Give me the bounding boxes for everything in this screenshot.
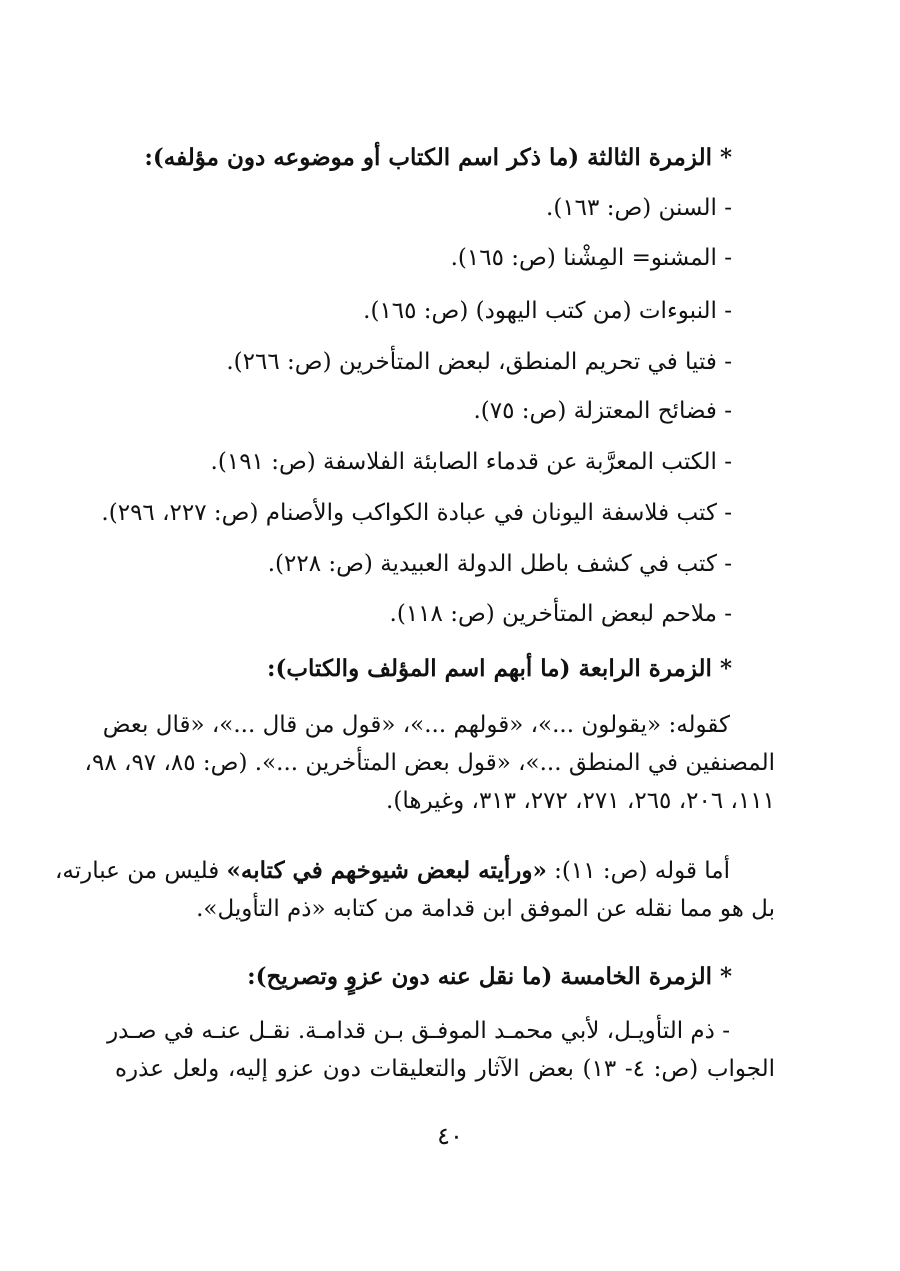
group5-paragraph: [107, 1016, 775, 1084]
note-prefix: أما قوله (ص: ١١):: [546, 858, 730, 884]
paragraph-line: ١١١، ٢٠٦، ٢٦٥، ٢٧١، ٢٧٢، ٣١٣، وغيرها).: [386, 788, 775, 814]
paragraph-line: المصنفين في المنطق ...»، «قول بعض المتأخرين ...». (ص: ٨٥، ٩٧، ٩٨،: [84, 750, 775, 776]
group5-heading: * الزمرة الخامسة (ما نقل عنه دون عزوٍ وتصريح):: [247, 963, 732, 990]
list-item: - النبوءات (من كتب اليهود) (ص: ١٦٥).: [363, 298, 732, 324]
paragraph-line: - ذم التأويـل، لأبي محمـد الموفـق بـن قدامـة. نقـل عنـه في صـدر: [107, 1018, 730, 1044]
paragraph-line: [54, 856, 775, 886]
list-item: - المشنو= المِشْنا (ص: ١٦٥).: [450, 245, 732, 271]
list-item: - السنن (ص: ١٦٣).: [546, 195, 732, 221]
paragraph-line: الجواب (ص: ٤- ١٣) بعض الآثار والتعليقات دون عزو إليه، ولعل عذره: [115, 1056, 775, 1082]
note-quote: «ورأيته لبعض شيوخهم في كتابه»: [226, 857, 547, 884]
page-number: ٤٠: [437, 1122, 463, 1150]
group4-heading: * الزمرة الرابعة (ما أبهم اسم المؤلف والكتاب):: [267, 655, 732, 682]
list-item: - فضائح المعتزلة (ص: ٧٥).: [473, 398, 732, 424]
list-item: - كتب فلاسفة اليونان في عبادة الكواكب والأصنام (ص: ٢٢٧، ٢٩٦).: [101, 500, 732, 526]
list-item: - الكتب المعرَّبة عن قدماء الصابئة الفلاسفة (ص: ١٩١).: [210, 449, 732, 475]
paragraph-line: كقوله: «يقولون ...»، «قولهم ...»، «قول من قال ...»، «قال بعض: [102, 712, 730, 738]
note-rest: فليس من عبارته،: [54, 858, 227, 884]
paragraph-line: بل هو مما نقله عن الموفق ابن قدامة من كتابه «ذم التأويل».: [196, 896, 775, 922]
list-item: - فتيا في تحريم المنطق، لبعض المتأخرين (ص: ٢٦٦).: [226, 349, 732, 375]
group3-heading: * الزمرة الثالثة (ما ذكر اسم الكتاب أو موضوعه دون مؤلفه):: [144, 144, 732, 171]
group4-note-paragraph: [54, 856, 775, 924]
group4-paragraph: [84, 710, 775, 816]
list-item: - كتب في كشف باطل الدولة العبيدية (ص: ٢٢٨).: [267, 551, 732, 577]
list-item: - ملاحم لبعض المتأخرين (ص: ١١٨).: [389, 601, 732, 627]
